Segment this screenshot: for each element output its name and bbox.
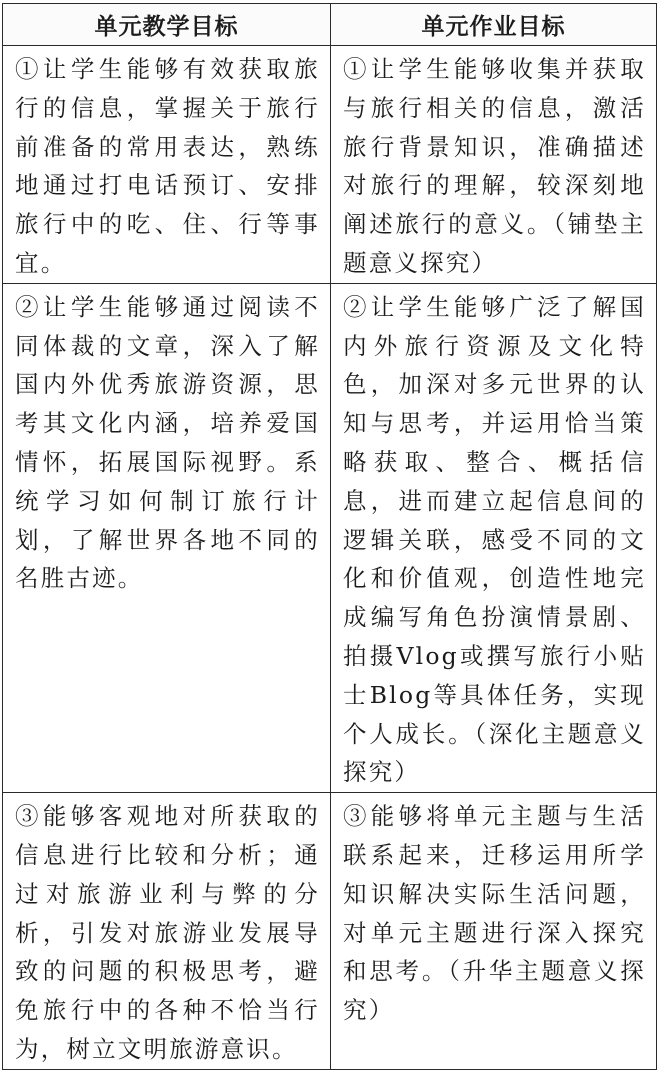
teaching-goal-cell: [3, 793, 331, 1070]
homework-goal-text: ②让学生能够广泛了解国内外旅行资源及文化特色，加深对多元世界的认知与思考，并运用恰当策略获取、整合、概括信息，进而建立起信息间的逻辑关联，感受不同的文化和价值观，创造性地完成编写角色扮演情景剧、拍摄Vlog或撰写旅行小贴士Blog等具体任务，实现个人成长。（深化主题意义探究）: [343, 292, 646, 787]
header-homework-goals: 单元作业目标: [331, 4, 657, 46]
teaching-goal-text: ③能够客观地对所获取的信息进行比较和分析；通过对旅游业利与弊的分析，引发对旅游业发展导致的问题的积极思考，避免旅行中的各种不恰当行为，树立文明旅游意识。: [15, 802, 320, 1063]
homework-goal-cell: [331, 46, 657, 284]
teaching-goal-cell: [3, 46, 331, 284]
table-header-row: [3, 4, 657, 46]
table-row: [3, 283, 657, 792]
teaching-goal-cell: [3, 283, 331, 792]
homework-goal-cell: [331, 283, 657, 792]
goals-table: [2, 3, 657, 1070]
table-row: [3, 46, 657, 284]
teaching-goal-text: ②让学生能够通过阅读不同体裁的文章，深入了解国内外优秀旅游资源，思考其文化内涵，培养爱国情怀，拓展国际视野。系统学习如何制订旅行计划，了解世界各地不同的名胜古迹。: [15, 292, 320, 593]
homework-goal-text: ①让学生能够收集并获取与旅行相关的信息，激活旅行背景知识，准确描述对旅行的理解，较深刻地阐述旅行的意义。（铺垫主题意义探究）: [343, 55, 646, 277]
teaching-goal-text: ①让学生能够有效获取旅行的信息，掌握关于旅行前准备的常用表达，熟练地通过打电话预订、安排旅行中的吃、住、行等事宜。: [15, 55, 320, 277]
table-row: [3, 793, 657, 1070]
homework-goal-cell: [331, 793, 657, 1070]
header-teaching-goals: 单元教学目标: [3, 4, 331, 46]
homework-goal-text: ③能够将单元主题与生活联系起来，迁移运用所学知识解决实际生活问题，对单元主题进行深入探究和思考。（升华主题意义探究）: [343, 802, 646, 1025]
